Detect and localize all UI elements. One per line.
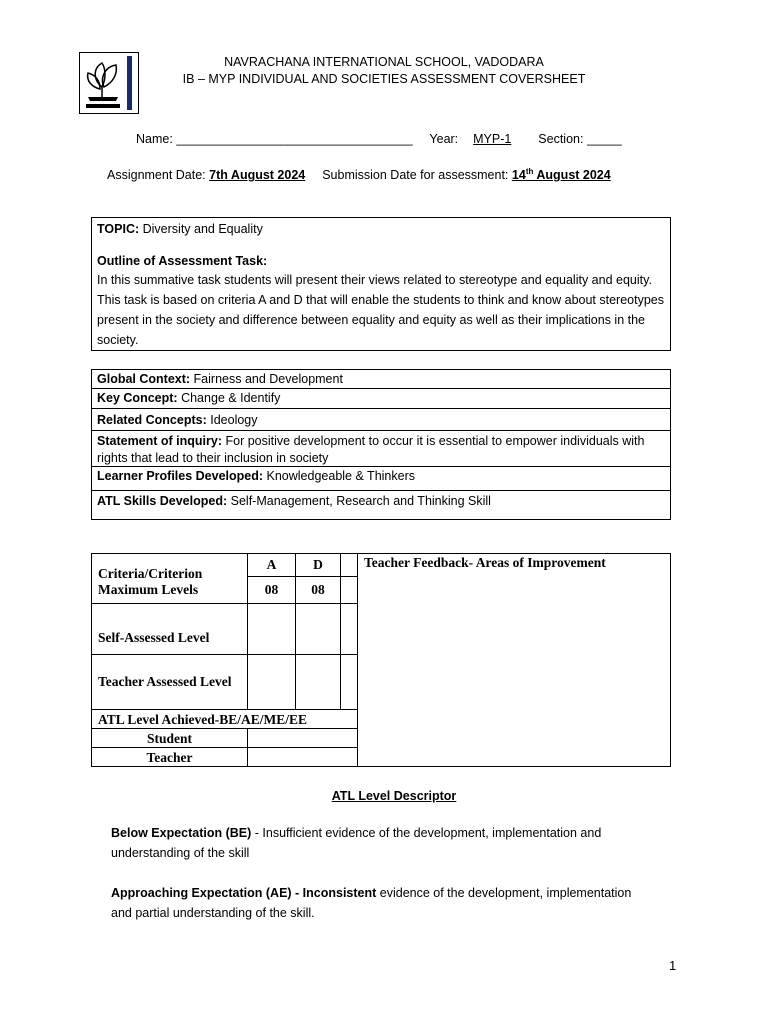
outline-text: In this summative task students will present their views related to stereotype and equality and equity. This task is based on criteria A and D that will enable the students to think and know about stereotypes present in the society and difference between equality and equity as well as their implications in the society. <box>97 273 664 347</box>
ae-label: Approaching Expectation (AE) - Inconsistent <box>111 886 377 900</box>
page-number: 1 <box>669 958 677 973</box>
teacher-feedback-cell[interactable]: Teacher Feedback- Areas of Improvement <box>358 554 671 767</box>
school-name: NAVRACHANA INTERNATIONAL SCHOOL, VADODARA <box>224 55 544 69</box>
empty-header-cell <box>341 554 358 577</box>
student-atl-cell[interactable] <box>248 729 358 748</box>
topic-value: Diversity and Equality <box>142 222 263 236</box>
criterion-a-max: 08 <box>248 577 296 604</box>
be-text: - Insufficient evidence of the development, implementation and understanding of the skill <box>111 826 602 860</box>
descriptor-title: ATL Level Descriptor <box>331 789 457 803</box>
key-concept-row: Key Concept: Change & Identify <box>92 389 670 409</box>
submission-date-value: 14th August 2024 <box>511 167 611 183</box>
coversheet-title: IB – MYP INDIVIDUAL AND SOCIETIES ASSESSMENT COVERSHEET <box>182 72 586 86</box>
section-label: Section: <box>538 132 584 146</box>
teacher-label: Teacher <box>92 748 248 767</box>
section-blank[interactable]: _____ <box>586 132 622 146</box>
student-label: Student <box>92 729 248 748</box>
submission-date-label: Submission Date for assessment: <box>322 168 509 183</box>
descriptor-be <box>111 823 651 863</box>
learner-profiles-row: Learner Profiles Developed: Knowledgeable & Thinkers <box>92 467 670 491</box>
criterion-d-header: D <box>296 554 341 577</box>
assignment-date-label: Assignment Date: <box>107 168 206 183</box>
teacher-atl-cell[interactable] <box>248 748 358 767</box>
assignment-date-value: 7th August 2024 <box>209 168 306 183</box>
criteria-header: Criteria/Criterion Maximum Levels <box>92 554 248 604</box>
name-blank[interactable]: __________________________________ <box>176 132 413 146</box>
name-label: Name: <box>136 132 173 146</box>
teacher-assessed-d[interactable] <box>296 655 341 710</box>
descriptor-ae <box>111 883 651 923</box>
criterion-d-max: 08 <box>296 577 341 604</box>
criteria-table <box>91 553 671 767</box>
related-concepts-row: Related Concepts: Ideology <box>92 409 670 431</box>
year-value: MYP-1 <box>473 132 512 146</box>
atl-skills-row: ATL Skills Developed: Self-Management, Research and Thinking Skill <box>97 494 491 508</box>
self-assessed-a[interactable] <box>248 604 296 655</box>
topic-box <box>91 217 671 351</box>
year-label: Year: <box>429 132 459 146</box>
global-context-row: Global Context: Fairness and Development <box>92 370 670 389</box>
empty-max-cell <box>341 577 358 604</box>
self-assessed-extra[interactable] <box>341 604 358 655</box>
criterion-a-header: A <box>248 554 296 577</box>
statement-of-inquiry-row: Statement of inquiry: For positive development to occur it is essential to empower individuals with rights that lead to their inclusion in society <box>92 431 670 467</box>
teacher-assessed-label: Teacher Assessed Level <box>92 655 248 710</box>
self-assessed-d[interactable] <box>296 604 341 655</box>
self-assessed-label: Self-Assessed Level <box>92 604 248 655</box>
concepts-box <box>91 369 671 520</box>
teacher-assessed-a[interactable] <box>248 655 296 710</box>
outline-heading: Outline of Assessment Task: <box>97 254 268 268</box>
teacher-assessed-extra[interactable] <box>341 655 358 710</box>
student-info-line <box>136 132 622 146</box>
ae-text: evidence of the development, implementation and partial understanding of the skill. <box>111 886 632 920</box>
dates-line <box>107 167 611 182</box>
atl-level-achieved: ATL Level Achieved-BE/AE/ME/EE <box>92 710 358 729</box>
topic-label: TOPIC: <box>97 222 140 236</box>
be-label: Below Expectation (BE) <box>111 826 252 840</box>
